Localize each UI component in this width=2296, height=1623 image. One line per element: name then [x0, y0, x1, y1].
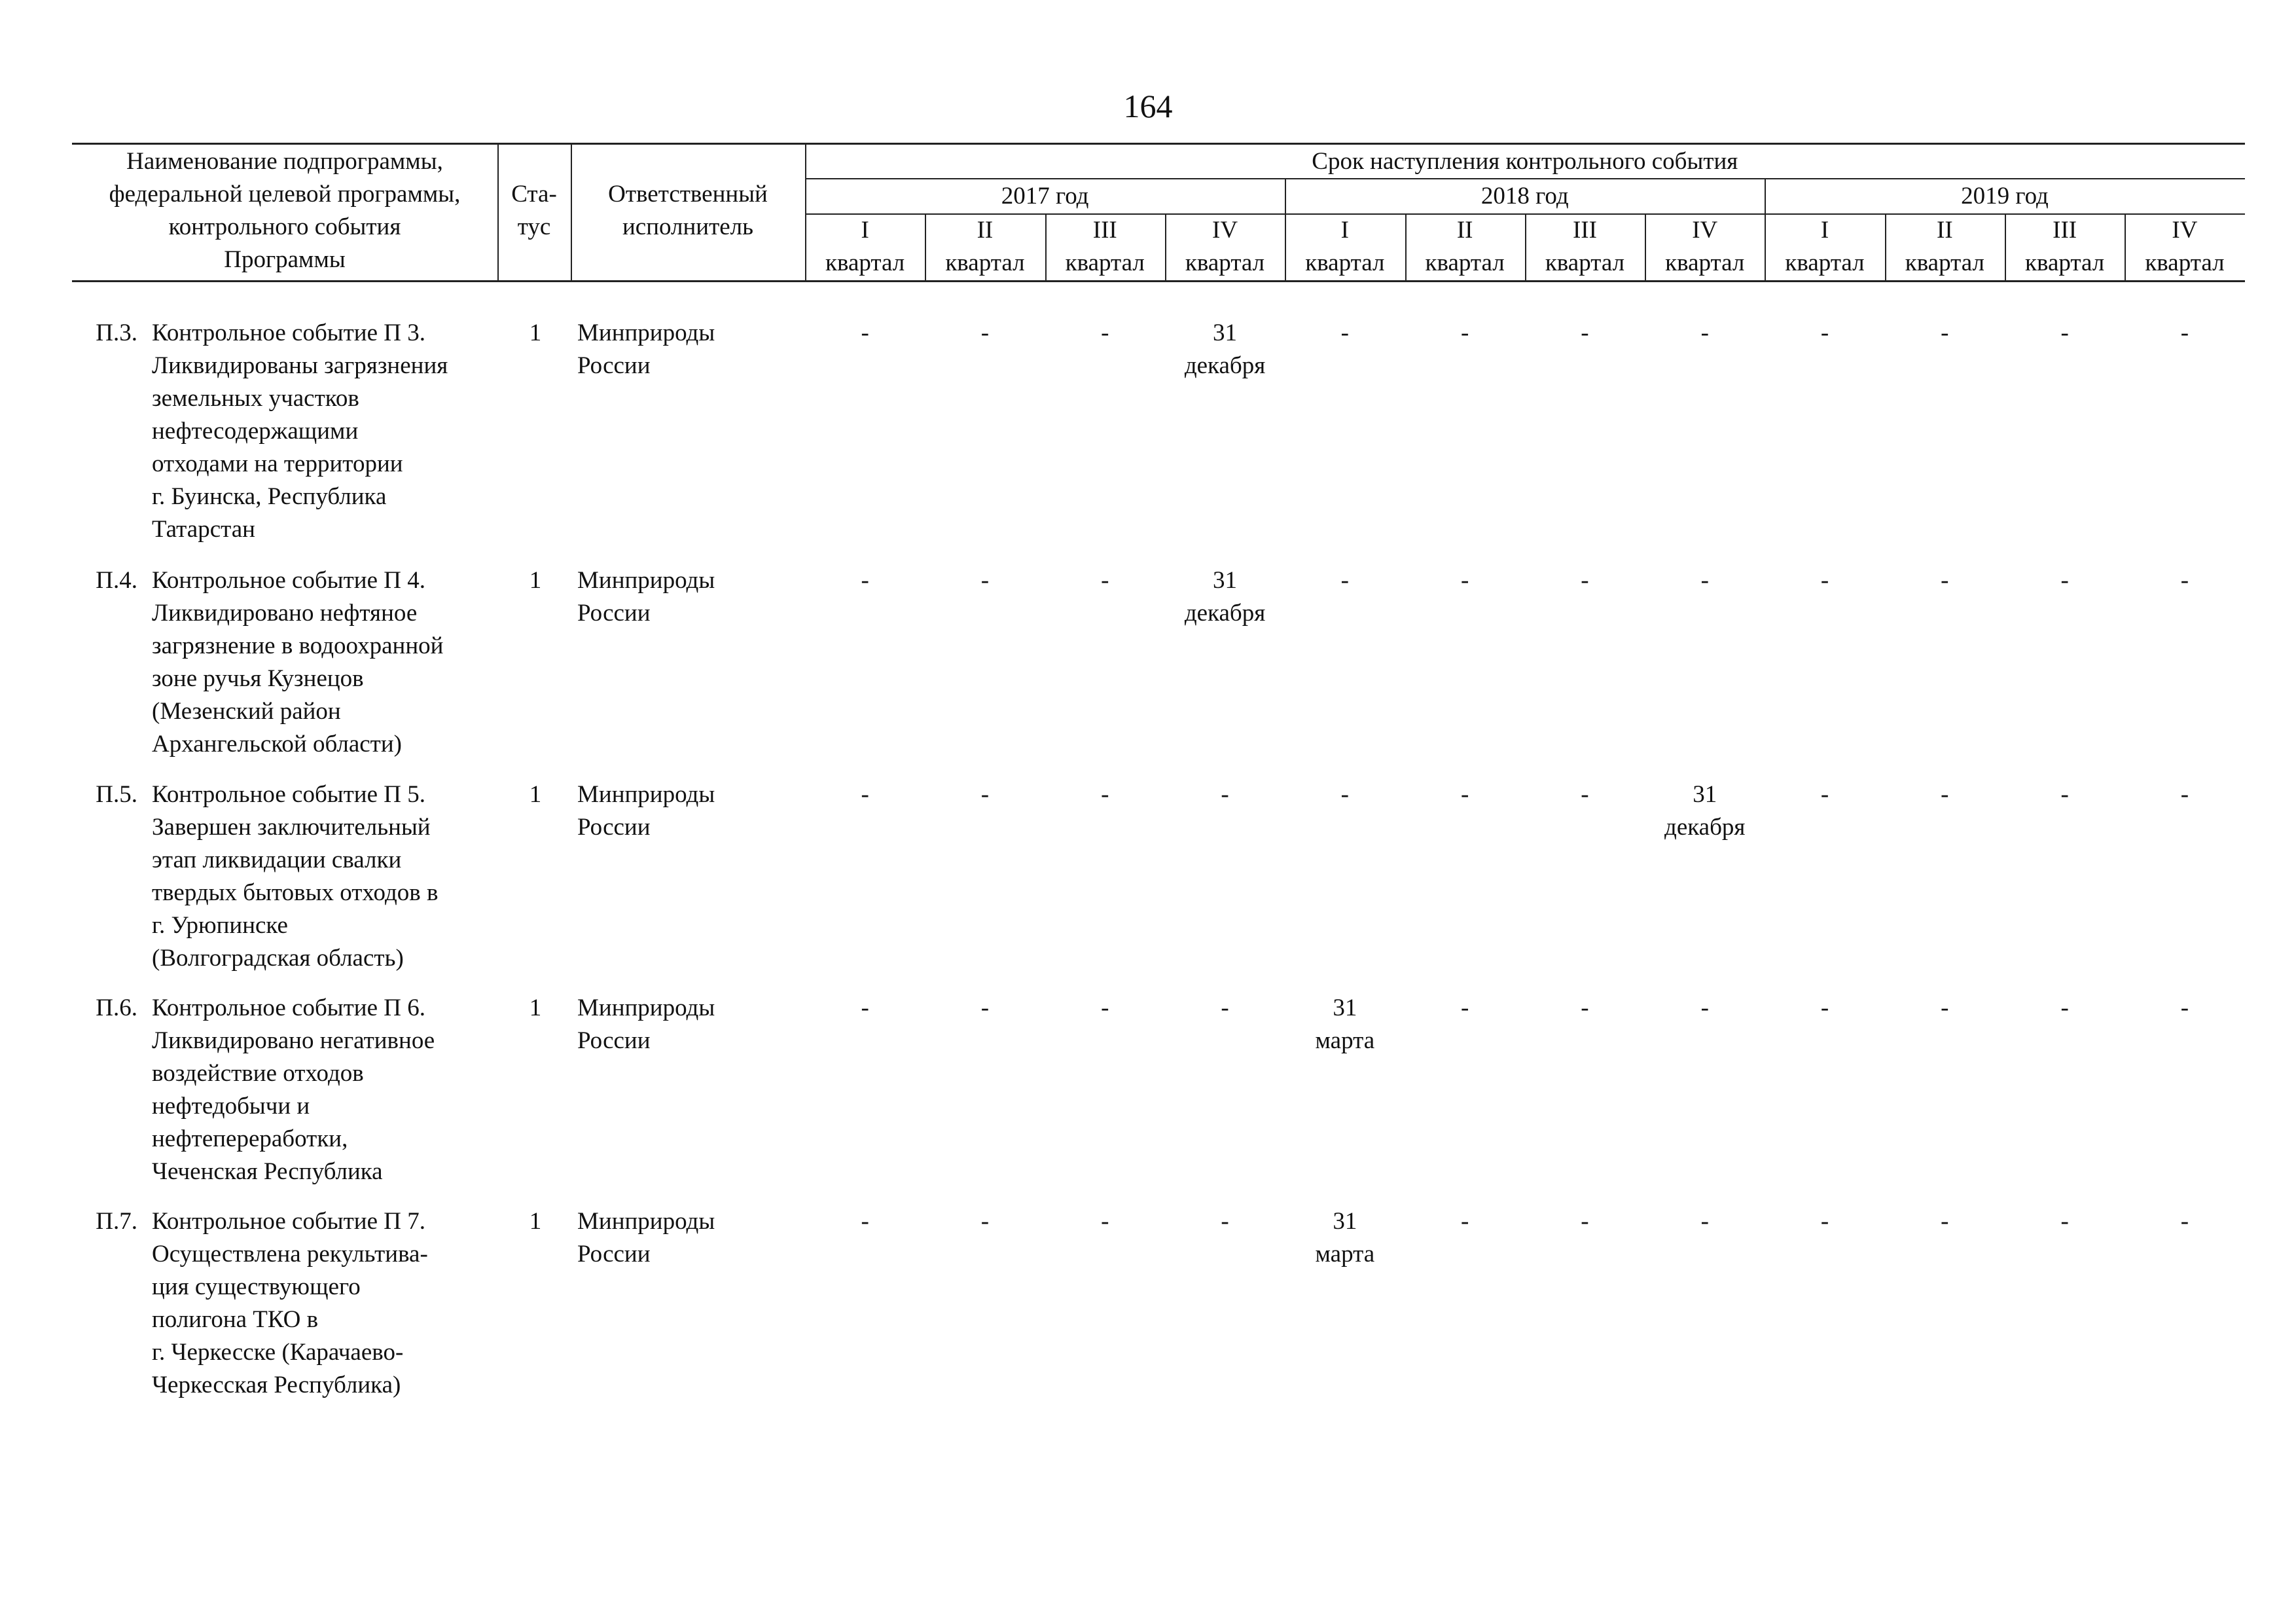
- row-status: 1: [529, 994, 542, 1021]
- row-deadline-cell: -: [1221, 1208, 1229, 1235]
- header-quarter-number: I: [1340, 217, 1349, 244]
- row-deadline-cell: -: [1700, 1208, 1709, 1235]
- header-top-rule: [72, 143, 2245, 145]
- row-deadline-cell: -: [1700, 994, 1709, 1021]
- row-title: Контрольное событие П 7. Осуществлена рекультива- ция существующего полигона ТКО в г. Черкесске (Карачаево- Черкесская Республика): [152, 1208, 428, 1398]
- header-year: 2018 год: [1480, 183, 1569, 210]
- header-name-col-line: Программы: [224, 246, 346, 273]
- row-deadline-cell: -: [1941, 994, 1949, 1021]
- header-name-col-line: федеральной целевой программы,: [109, 181, 461, 208]
- header-quarter-word: квартал: [1905, 249, 1984, 276]
- row-deadline-cell: -: [1460, 319, 1469, 346]
- row-deadline-cell: -: [1941, 1208, 1949, 1235]
- row-executor: Минприроды России: [577, 781, 715, 841]
- header-status-col-line: тус: [517, 213, 551, 240]
- row-deadline-cell: -: [1460, 1208, 1469, 1235]
- header-executor-col-line: исполнитель: [622, 213, 754, 240]
- header-year: 2017 год: [1001, 183, 1089, 210]
- row-deadline-cell: -: [2060, 781, 2069, 808]
- row-executor: Минприроды России: [577, 1208, 715, 1267]
- header-bottom-rule: [72, 280, 2245, 282]
- header-quarter-number: II: [977, 217, 994, 244]
- row-deadline-cell: -: [1820, 319, 1829, 346]
- row-status: 1: [529, 781, 542, 808]
- header-year: 2019 год: [1961, 183, 2049, 210]
- row-deadline-cell: -: [1941, 319, 1949, 346]
- row-deadline-cell: -: [1700, 319, 1709, 346]
- row-deadline-cell: -: [1101, 994, 1109, 1021]
- row-deadline-cell: -: [1581, 994, 1589, 1021]
- row-number: П.7.: [96, 1208, 137, 1235]
- row-deadline-cell: -: [861, 781, 869, 808]
- row-deadline-cell: -: [861, 994, 869, 1021]
- row-deadline-cell: -: [2060, 994, 2069, 1021]
- header-quarter-number: IV: [2172, 217, 2198, 244]
- header-quarter-number: IV: [1692, 217, 1718, 244]
- row-status: 1: [529, 567, 542, 594]
- header-status-col-line: Ста-: [511, 181, 557, 208]
- header-quarter-word: квартал: [1665, 249, 1745, 276]
- header-quarter-word: квартал: [2025, 249, 2105, 276]
- header-quarter-word: квартал: [2145, 249, 2225, 276]
- row-deadline-cell: -: [1941, 781, 1949, 808]
- row-deadline-cell: 31 декабря: [1184, 567, 1266, 627]
- header-quarter-word: квартал: [1785, 249, 1865, 276]
- row-deadline-cell: -: [1820, 1208, 1829, 1235]
- header-quarter-number: II: [1456, 217, 1473, 244]
- row-deadline-cell: -: [861, 567, 869, 594]
- row-deadline-cell: -: [1581, 781, 1589, 808]
- row-status: 1: [529, 1208, 542, 1235]
- row-deadline-cell: -: [1581, 567, 1589, 594]
- row-deadline-cell: -: [1700, 567, 1709, 594]
- header-executor-col-line: Ответственный: [608, 181, 768, 208]
- row-executor: Минприроды России: [577, 994, 715, 1054]
- row-deadline-cell: -: [1340, 319, 1349, 346]
- row-title: Контрольное событие П 4. Ликвидировано нефтяное загрязнение в водоохранной зоне ручья Кузнецов (Мезенский район Архангельской области): [152, 567, 444, 757]
- header-name-col-line: контрольного события: [168, 213, 401, 240]
- row-deadline-cell: -: [1941, 567, 1949, 594]
- row-deadline-cell: -: [1581, 1208, 1589, 1235]
- row-deadline-cell: -: [1820, 994, 1829, 1021]
- row-deadline-cell: -: [980, 781, 990, 808]
- row-title: Контрольное событие П 5. Завершен заключительный этап ликвидации свалки твердых бытовых отходов в г. Урюпинске (Волгоградская область): [152, 781, 439, 972]
- header-quarter-number: IV: [1212, 217, 1238, 244]
- header-quarter-word: квартал: [1545, 249, 1625, 276]
- row-deadline-cell: -: [2060, 1208, 2069, 1235]
- row-deadline-cell: -: [2180, 319, 2189, 346]
- header-deadline-title: Срок наступления контрольного события: [1312, 148, 1738, 175]
- row-executor: Минприроды России: [577, 319, 715, 379]
- header-quarter-word: квартал: [1065, 249, 1145, 276]
- header-quarter-number: III: [2053, 217, 2077, 244]
- row-deadline-cell: -: [1460, 781, 1469, 808]
- row-deadline-cell: -: [2180, 567, 2189, 594]
- header-quarter-word: квартал: [945, 249, 1025, 276]
- row-deadline-cell: -: [1101, 567, 1109, 594]
- row-deadline-cell: -: [1460, 994, 1469, 1021]
- row-deadline-cell: -: [1101, 781, 1109, 808]
- row-deadline-cell: -: [861, 1208, 869, 1235]
- header-quarter-number: I: [861, 217, 869, 244]
- row-title: Контрольное событие П 6. Ликвидировано негативное воздействие отходов нефтедобычи и нефтепереработки, Чеченская Республика: [152, 994, 435, 1185]
- row-deadline-cell: -: [1101, 319, 1109, 346]
- row-deadline-cell: -: [2060, 567, 2069, 594]
- row-deadline-cell: -: [861, 319, 869, 346]
- row-deadline-cell: -: [2180, 1208, 2189, 1235]
- row-status: 1: [529, 319, 542, 346]
- row-title: Контрольное событие П 3. Ликвидированы загрязнения земельных участков нефтесодержащими отходами на территории г. Буинска, Республика Татарстан: [152, 319, 448, 543]
- row-number: П.6.: [96, 994, 137, 1021]
- row-deadline-cell: 31 марта: [1315, 994, 1375, 1054]
- row-deadline-cell: 31 марта: [1315, 1208, 1375, 1267]
- row-deadline-cell: -: [1340, 567, 1349, 594]
- row-deadline-cell: -: [2060, 319, 2069, 346]
- row-deadline-cell: -: [1581, 319, 1589, 346]
- row-executor: Минприроды России: [577, 567, 715, 627]
- row-deadline-cell: -: [1460, 567, 1469, 594]
- row-deadline-cell: -: [1820, 567, 1829, 594]
- row-deadline-cell: 31 декабря: [1664, 781, 1746, 841]
- deadline-rule: [805, 178, 2245, 179]
- header-quarter-number: I: [1820, 217, 1829, 244]
- row-number: П.5.: [96, 781, 137, 808]
- header-quarter-word: квартал: [825, 249, 905, 276]
- header-quarter-word: квартал: [1185, 249, 1265, 276]
- header-quarter-number: II: [1937, 217, 1953, 244]
- row-deadline-cell: -: [1221, 781, 1229, 808]
- row-number: П.3.: [96, 319, 137, 346]
- row-deadline-cell: -: [1101, 1208, 1109, 1235]
- row-deadline-cell: -: [2180, 994, 2189, 1021]
- header-quarter-word: квартал: [1425, 249, 1505, 276]
- header-quarter-number: III: [1572, 217, 1597, 244]
- header-quarter-word: квартал: [1305, 249, 1385, 276]
- header-quarter-number: III: [1092, 217, 1117, 244]
- row-deadline-cell: -: [1221, 994, 1229, 1021]
- row-deadline-cell: 31 декабря: [1184, 319, 1266, 379]
- row-number: П.4.: [96, 567, 137, 594]
- header-name-col-line: Наименование подпрограммы,: [126, 148, 443, 175]
- row-deadline-cell: -: [980, 567, 990, 594]
- row-deadline-cell: -: [1820, 781, 1829, 808]
- row-deadline-cell: -: [980, 319, 990, 346]
- row-deadline-cell: -: [980, 1208, 990, 1235]
- page-number: 164: [1123, 88, 1173, 124]
- row-deadline-cell: -: [2180, 781, 2189, 808]
- row-deadline-cell: -: [1340, 781, 1349, 808]
- row-deadline-cell: -: [980, 994, 990, 1021]
